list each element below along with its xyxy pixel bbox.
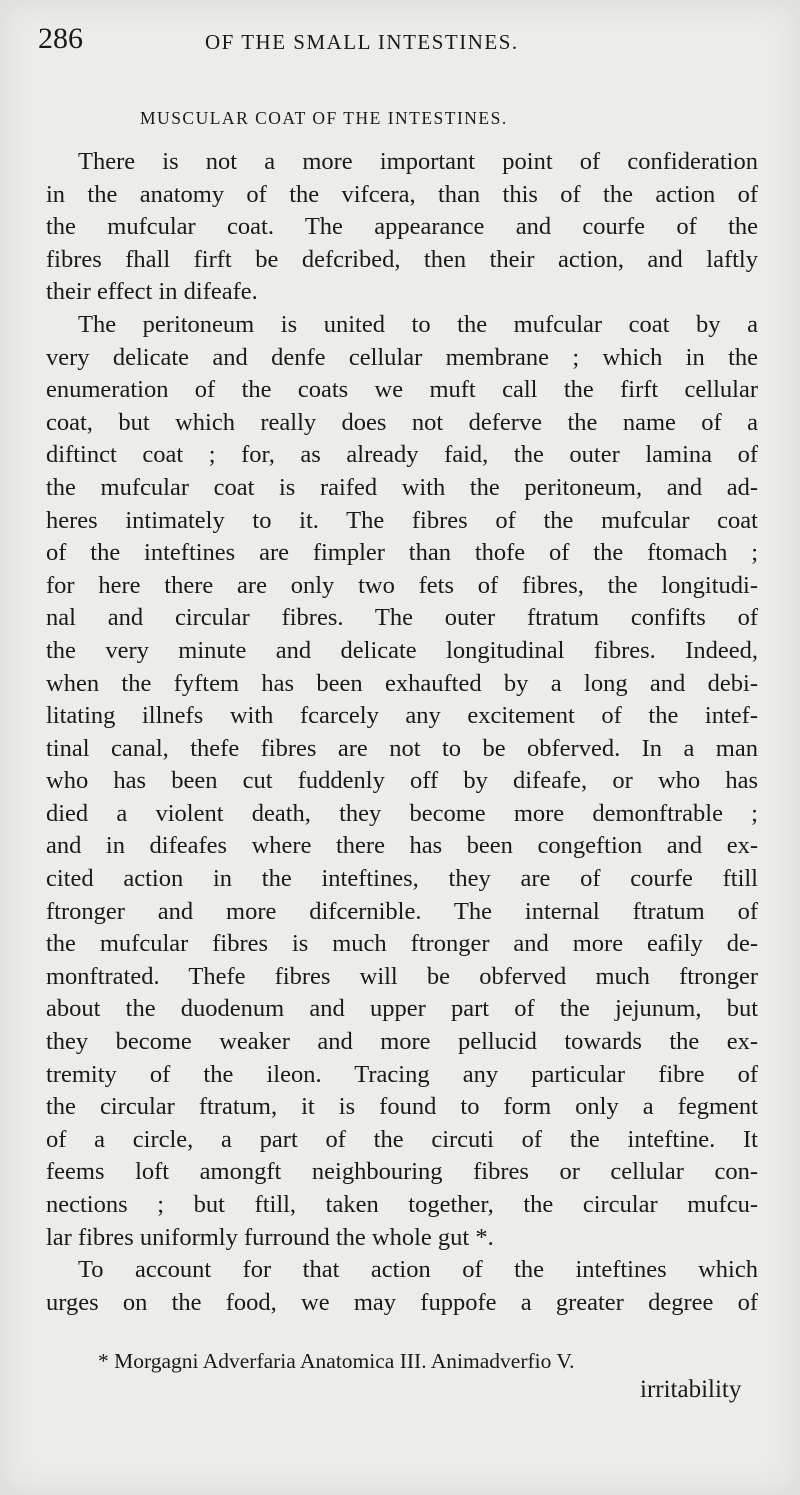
text-line: the mufcular coat is raifed with the peritoneum, and ad- [46, 473, 758, 501]
text-line: coat, but which really does not deferve the name of a [46, 408, 758, 436]
text-line: when the fyftem has been exhaufted by a long and debi- [46, 669, 758, 697]
text-line: of the inteftines are fimpler than thofe of the ftomach ; [46, 539, 758, 567]
text-line: feems loft amongft neighbouring fibres or cellular con- [46, 1158, 758, 1186]
text-line: ftronger and more difcernible. The internal ftratum of [46, 897, 758, 925]
text-line: fibres fhall firft be defcribed, then their action, and laftly [46, 245, 758, 273]
text-line: cited action in the inteftines, they are of courfe ftill [46, 865, 758, 893]
text-line: tinal canal, thefe fibres are not to be obferved. In a man [46, 734, 758, 762]
text-line: There is not a more important point of confideration [78, 148, 758, 175]
text-line: they become weaker and more pellucid towards the ex- [46, 1028, 758, 1056]
text-line: nal and circular fibres. The outer ftratum confifts of [46, 604, 758, 632]
page-number: 286 [38, 22, 83, 55]
running-head: OF THE SMALL INTESTINES. [205, 30, 519, 54]
text-line: urges on the food, we may fuppofe a greater degree of [46, 1288, 758, 1316]
text-line: and in difeafes where there has been congeftion and ex- [46, 832, 758, 860]
text-line: nections ; but ftill, taken together, the circular mufcu- [46, 1191, 758, 1218]
text-line: who has been cut fuddenly off by difeafe, or who has [46, 767, 758, 795]
text-line: very delicate and denfe cellular membrane ; which in the [46, 343, 758, 371]
text-line: the mufcular coat. The appearance and courfe of the [46, 213, 758, 241]
text-line: about the duodenum and upper part of the jejunum, but [46, 995, 758, 1023]
text-line: their effect in difeafe. [46, 278, 258, 306]
text-line: for here there are only two fets of fibres, the longitudi- [46, 571, 758, 599]
text-line: of a circle, a part of the circuti of the inteftine. It [46, 1125, 758, 1153]
text-line: enumeration of the coats we muft call the firft cellular [46, 376, 758, 404]
text-line: litating illnefs with fcarcely any excitement of the intef- [46, 702, 758, 730]
text-line: diftinct coat ; for, as already faid, the outer lamina of [46, 441, 758, 469]
text-line: tremity of the ileon. Tracing any particular fibre of [46, 1060, 758, 1088]
text-line: the very minute and delicate longitudinal fibres. Indeed, [46, 636, 758, 664]
section-title: MUSCULAR COAT OF THE INTESTINES. [140, 108, 508, 128]
text-line: The peritoneum is united to the mufcular coat by a [78, 310, 758, 338]
text-line: the mufcular fibres is much ftronger and more eafily de- [46, 930, 758, 958]
footnote: * Morgagni Adverfaria Anatomica III. Animadverfio V. [98, 1349, 575, 1373]
text-line: monftrated. Thefe fibres will be obferved much ftronger [46, 962, 758, 990]
text-line: the circular ftratum, it is found to form only a fegment [46, 1093, 758, 1121]
text-line: died a violent death, they become more demonftrable ; [46, 799, 758, 827]
text-line: heres intimately to it. The fibres of the mufcular coat [46, 506, 758, 534]
text-line: lar fibres uniformly furround the whole gut *. [46, 1223, 494, 1251]
catchword: irritability [640, 1376, 742, 1403]
body-text [46, 146, 758, 1319]
text-line: To account for that action of the inteftines which [78, 1256, 758, 1284]
text-line: in the anatomy of the vifcera, than this of the action of [46, 180, 758, 208]
